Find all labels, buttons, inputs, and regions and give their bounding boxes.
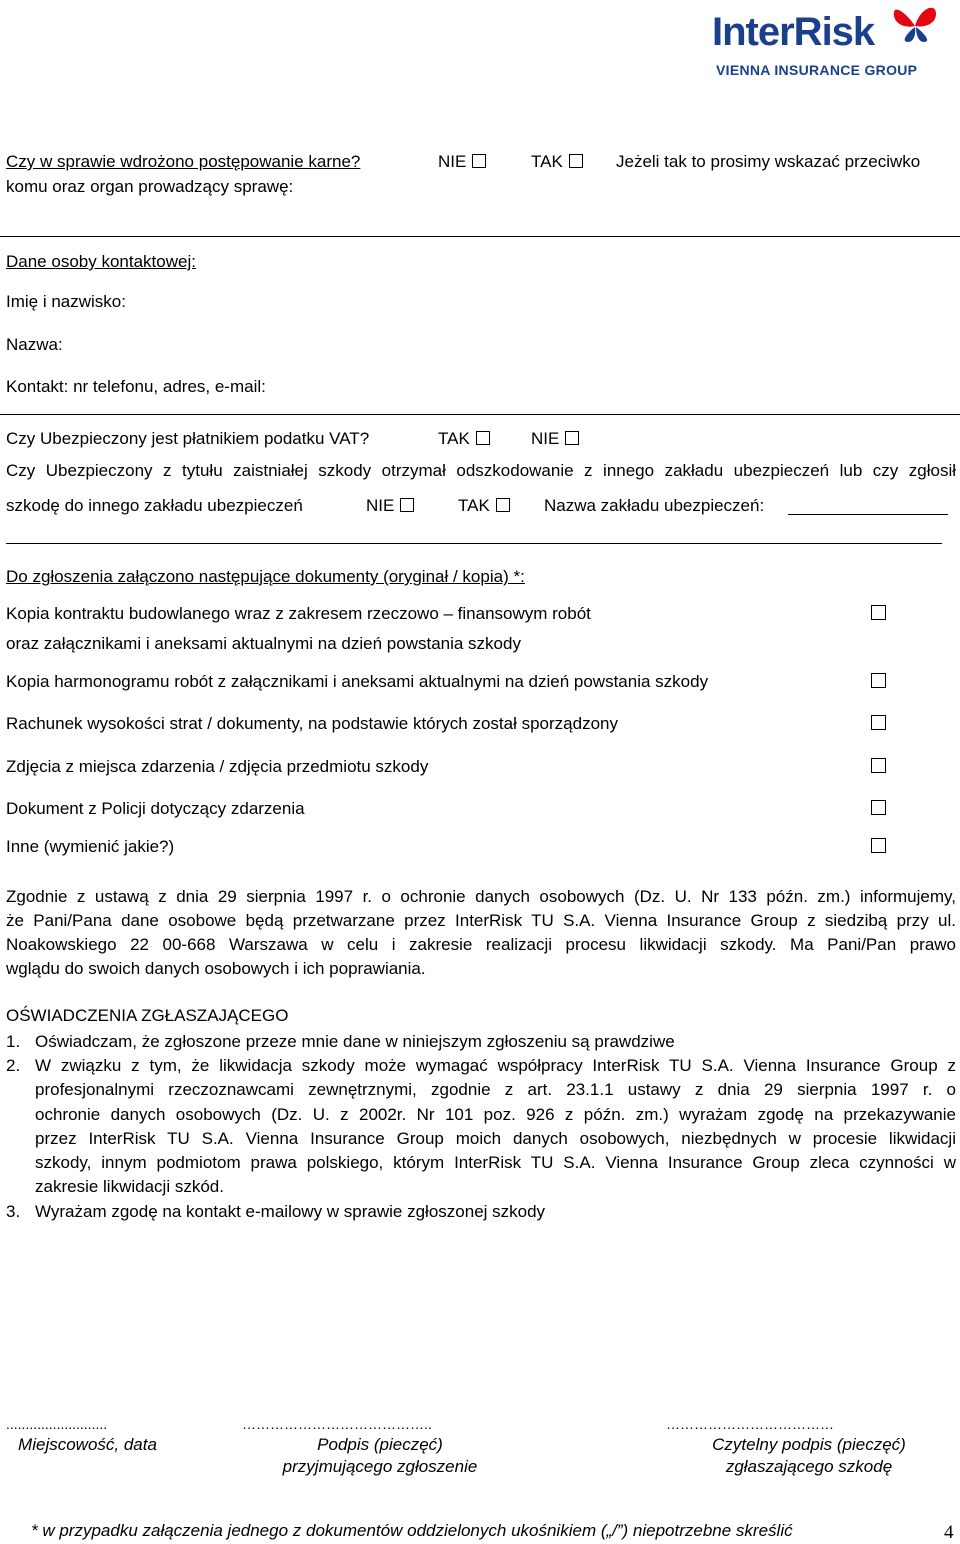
declaration-number: 2. [6, 1056, 21, 1075]
signature-reporter-line[interactable]: ……………………………… [666, 1416, 834, 1432]
vat-no-label: NIE [531, 429, 560, 448]
gdpr-notice [6, 885, 956, 981]
document-item-3-checkbox[interactable] [871, 715, 886, 730]
document-item-1-line2: oraz załącznikami i aneksami aktualnymi na dzień powstania szkody [6, 634, 521, 653]
other-insurer-line2: szkodę do innego zakładu ubezpieczeń [6, 496, 303, 515]
declaration-line: profesjonalnymi rzeczoznawcami zewnętrznymi, zgodnie z art. 23.1.1 ustawy z dnia 29 sierpnia 1997 r. o [35, 1080, 956, 1100]
criminal-no-label: NIE [438, 152, 467, 171]
other-insurer-no-option[interactable] [366, 496, 414, 516]
vat-no-option[interactable] [531, 429, 579, 449]
document-item-6: Inne (wymienić jakie?) [6, 837, 175, 856]
criminal-tail: Jeżeli tak to prosimy wskazać przeciwko [616, 152, 921, 171]
declaration-2 [6, 1054, 956, 1200]
declarations-heading: OŚWIADCZENIA ZGŁASZAJĄCEGO [6, 1006, 289, 1025]
declaration-line: ochronie danych osobowych (Dz. U. z 2002r. Nr 101 poz. 926 z późn. zm.) wyrażam zgodę na przekazywanie [35, 1104, 956, 1124]
other-insurer-no-checkbox[interactable] [400, 498, 414, 512]
footer-note: * w przypadku załączenia jednego z dokumentów oddzielonych ukośnikiem („/”) niepotrzebne skreślić [31, 1521, 793, 1540]
signature-receiver-line[interactable]: ………………………………….. [242, 1416, 432, 1432]
gdpr-line: że Pani/Pana dane osobowe będą przetwarzane przez InterRisk TU S.A. Vienna Insurance Group z siedzibą przy ul. [6, 911, 956, 930]
signature-label: zgłaszającego szkodę [725, 1457, 893, 1476]
other-insurer-yes-label: TAK [458, 496, 490, 515]
company-group: Vienna Insurance Group [295, 33, 501, 54]
logo-text: InterRisk [712, 10, 875, 54]
signature-label: Podpis (pieczęć) [317, 1435, 443, 1454]
criminal-line2: komu oraz organ prowadzący sprawę: [6, 177, 294, 196]
criminal-no-checkbox[interactable] [472, 154, 486, 168]
gdpr-line: Noakowskiego 22 00-668 Warszawa w celu i zakresie realizacji procesu likwidacji szkody. Ma Pani/Pan prawo [6, 935, 956, 954]
vat-no-checkbox[interactable] [565, 431, 579, 445]
document-item-4: Zdjęcia z miejsca zdarzenia / zdjęcia przedmiotu szkody [6, 757, 429, 776]
signature-label: Miejscowość, data [18, 1435, 157, 1454]
documents-heading: Do zgłoszenia załączono następujące dokumenty (oryginał / kopia) *: [6, 567, 525, 586]
gdpr-line: wglądu do swoich danych osobowych i ich poprawiania. [6, 959, 426, 978]
declaration-line: zakresie likwidacji szkód. [35, 1177, 224, 1197]
declaration-line: Wyrażam zgodę na kontakt e-mailowy w sprawie zgłoszonej szkody [35, 1202, 546, 1221]
signature-label: Czytelny podpis (pieczęć) [712, 1435, 906, 1454]
vat-question: Czy Ubezpieczony jest płatnikiem podatku VAT? [6, 429, 370, 448]
vat-yes-label: TAK [438, 429, 470, 448]
signature-place-date [0, 1434, 175, 1456]
vat-yes-option[interactable] [438, 429, 490, 449]
criminal-question: Czy w sprawie wdrożono postępowanie karne? [6, 152, 361, 171]
declaration-line: Oświadczam, że zgłoszone przeze mnie dane w niniejszym zgłoszeniu są prawdziwe [35, 1032, 675, 1051]
company-name: InterRisk Towarzystwo Ubezpieczeń S.A. [295, 6, 640, 27]
insurer-name-field-line2[interactable] [6, 543, 942, 544]
contact-details-label: Kontakt: nr telefonu, adres, e-mail: [6, 377, 266, 396]
declaration-line: W związku z tym, że likwidacja szkody może wymagać współpracy InterRisk TU S.A. Vienna Insurance Group z [35, 1056, 956, 1075]
document-item-3: Rachunek wysokości strat / dokumenty, na podstawie których został sporządzony [6, 714, 618, 733]
signature-reporter [684, 1434, 934, 1478]
declaration-1 [6, 1030, 956, 1054]
divider [0, 414, 960, 415]
criminal-no-option[interactable] [438, 152, 486, 172]
declaration-number: 1. [6, 1032, 21, 1051]
document-item-1: Kopia kontraktu budowlanego wraz z zakresem rzeczowo – finansowym robót [6, 604, 591, 623]
document-item-4-checkbox[interactable] [871, 758, 886, 773]
other-insurer-yes-checkbox[interactable] [496, 498, 510, 512]
logo [712, 0, 952, 82]
page-number: 4 [944, 1522, 954, 1543]
declaration-line: szkody, innym podmiotom prawa polskiego, którym InterRisk TU S.A. Vienna Insurance Group zleca czynności w [35, 1153, 956, 1173]
contact-name-label: Imię i nazwisko: [6, 292, 126, 311]
vat-yes-checkbox[interactable] [476, 431, 490, 445]
other-insurer-no-label: NIE [366, 496, 395, 515]
insurer-name-field[interactable] [788, 514, 948, 515]
other-insurer-question: Czy Ubezpieczony z tytułu zaistniałej szkody otrzymał odszkodowanie z innego zakładu ubezpieczeń lub czy zgłosił [6, 461, 956, 480]
contact-heading: Dane osoby kontaktowej: [6, 252, 196, 271]
document-item-5: Dokument z Policji dotyczący zdarzenia [6, 799, 305, 818]
declaration-line: przez InterRisk TU S.A. Vienna Insurance Group moich danych osobowych, niezbędnych w procesie likwidacji [35, 1128, 956, 1148]
criminal-yes-label: TAK [531, 152, 563, 171]
signature-receiver [250, 1434, 510, 1478]
divider [0, 236, 960, 237]
butterfly-icon [890, 0, 940, 44]
gdpr-line: Zgodnie z ustawą z dnia 29 sierpnia 1997 r. o ochronie danych osobowych (Dz. U. Nr 133 późn. zm.) informujemy, [6, 887, 956, 906]
criminal-yes-checkbox[interactable] [569, 154, 583, 168]
document-item-6-checkbox[interactable] [871, 838, 886, 853]
document-item-2: Kopia harmonogramu robót z załącznikami i aneksami aktualnymi na dzień powstania szkody [6, 672, 709, 691]
other-insurer-yes-option[interactable] [458, 496, 510, 516]
document-item-1-checkbox[interactable] [871, 605, 886, 620]
declaration-number: 3. [6, 1202, 21, 1221]
signature-label: przyjmującego zgłoszenie [282, 1457, 478, 1476]
insurer-name-label: Nazwa zakładu ubezpieczeń: [544, 496, 765, 515]
declaration-3 [6, 1200, 956, 1224]
criminal-yes-option[interactable] [531, 152, 583, 172]
signature-place-date-line[interactable]: .......................... [6, 1416, 108, 1432]
contact-company-label: Nazwa: [6, 335, 63, 354]
document-item-2-checkbox[interactable] [871, 673, 886, 688]
document-item-5-checkbox[interactable] [871, 800, 886, 815]
logo-subtext: VIENNA INSURANCE GROUP [716, 62, 918, 78]
